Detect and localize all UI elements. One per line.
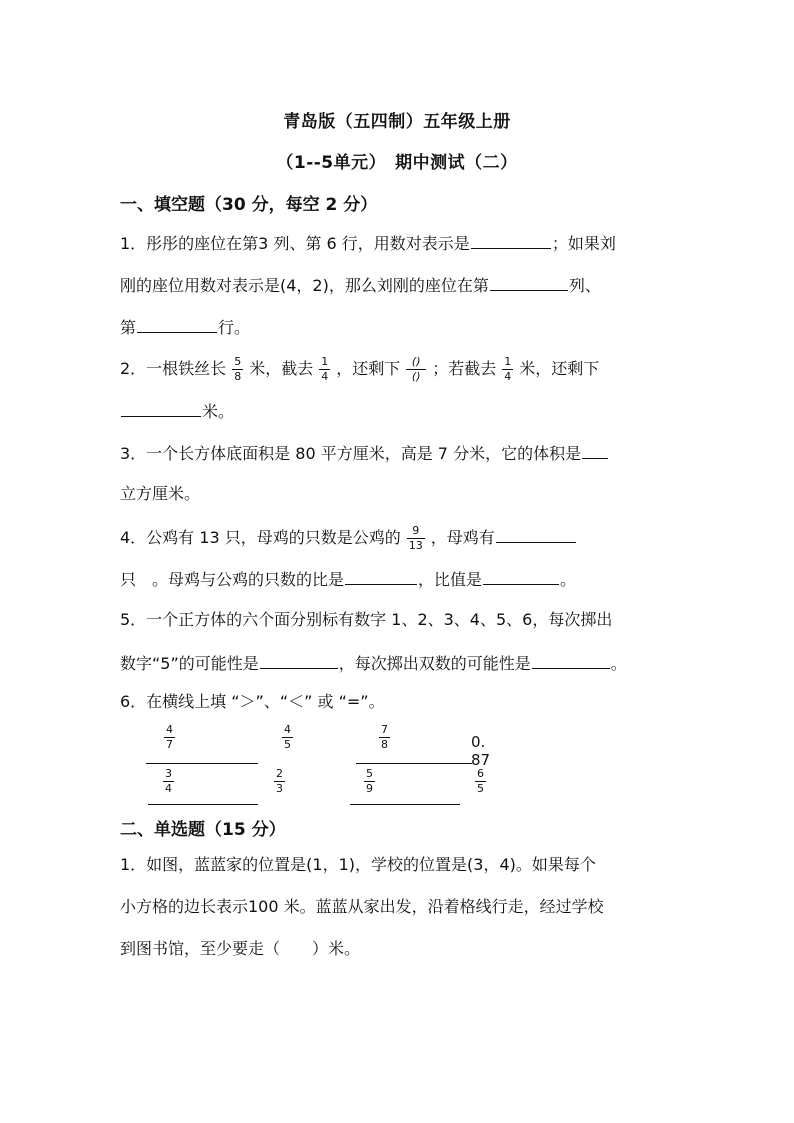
- denominator: 8: [381, 738, 388, 751]
- numerator: 4: [284, 723, 291, 736]
- q2-text: ，还剩下: [336, 359, 401, 378]
- q5-line1: [120, 608, 612, 632]
- q3-line2: [120, 482, 200, 506]
- q1-line2: [120, 272, 601, 298]
- q3-line1: [120, 440, 609, 466]
- q6-text: 6．在横线上填 “＞”、“＜” 或 “=”。: [120, 692, 385, 711]
- answer-blank[interactable]: [137, 314, 217, 333]
- numerator: (): [411, 355, 421, 368]
- page-title: 青岛版（五四制）五年级上册: [283, 112, 511, 132]
- fraction: [319, 356, 330, 383]
- numerator: 1: [504, 355, 512, 368]
- s2-q1-line2: 小方格的边长表示100 米。蓝蓝从家出发，沿着格线行走，经过学校: [120, 897, 604, 916]
- denominator: 4: [165, 782, 172, 795]
- answer-blank[interactable]: [582, 440, 608, 459]
- answer-blank[interactable]: [345, 566, 417, 585]
- numerator: 3: [165, 767, 172, 780]
- denominator: 5: [284, 738, 291, 751]
- q5-text: 5．一个正方体的六个面分别标有数字 1、2、3、4、5、6，每次掷出: [120, 610, 613, 629]
- s2-q1-line1: 1．如图，蓝蓝家的位置是(1，1)，学校的位置是(3，4)。如果每个: [120, 855, 596, 874]
- fraction: [274, 768, 285, 795]
- q4-text: ，比值是: [418, 570, 483, 589]
- numerator: 6: [477, 767, 484, 780]
- denominator: 4: [321, 370, 329, 383]
- denominator: 13: [408, 539, 423, 552]
- q4-text: 只 。母鸡与公鸡的只数的比是: [120, 570, 345, 589]
- answer-blank[interactable]: [471, 230, 551, 249]
- answer-blank[interactable]: [483, 566, 559, 585]
- fraction: [502, 356, 513, 383]
- comparison-blank[interactable]: [148, 804, 258, 805]
- q4-line1: [120, 524, 577, 552]
- q2-text: 米，截去: [249, 359, 314, 378]
- denominator: 9: [366, 782, 373, 795]
- denominator: 8: [234, 370, 242, 383]
- denominator: 4: [504, 370, 512, 383]
- answer-blank[interactable]: [121, 398, 201, 417]
- q4-line2: [120, 566, 576, 592]
- q6-line1: [120, 690, 385, 714]
- q2-text: 2．一根铁丝长: [120, 359, 227, 378]
- fraction: [282, 724, 293, 751]
- comparison-blank[interactable]: [356, 763, 472, 764]
- denominator: 5: [477, 782, 484, 795]
- q1-text: ；如果刘: [551, 234, 616, 253]
- fraction-blank[interactable]: [406, 356, 426, 383]
- q5-line2: [120, 650, 627, 676]
- answer-blank[interactable]: [490, 272, 568, 291]
- numerator: 2: [276, 767, 283, 780]
- page-subtitle: （1--5单元） 期中测试（二）: [276, 153, 518, 173]
- numerator: 5: [366, 767, 373, 780]
- numerator: 4: [166, 723, 173, 736]
- q1-text: 1．彤彤的座位在第3 列、第 6 行，用数对表示是: [120, 234, 470, 253]
- q5-text: 数字“5”的可能性是: [120, 654, 259, 673]
- answer-blank[interactable]: [496, 524, 576, 543]
- answer-blank[interactable]: [532, 650, 610, 669]
- numerator: 1: [321, 355, 329, 368]
- q2-text: 米，还剩下: [519, 359, 600, 378]
- q5-text: 。: [610, 654, 627, 673]
- fraction: [407, 525, 425, 552]
- q3-text: 立方厘米。: [120, 484, 201, 503]
- q3-text: 3．一个长方体底面积是 80 平方厘米，高是 7 分米，它的体积是: [120, 444, 582, 463]
- denominator: 7: [166, 738, 173, 751]
- q4-text: 4．公鸡有 13 只，母鸡的只数是公鸡的: [120, 528, 401, 547]
- q4-text: 。: [560, 570, 577, 589]
- fraction: [164, 724, 175, 751]
- q2-text: 米。: [202, 402, 235, 421]
- denominator: (): [411, 370, 421, 383]
- section-heading-single-choice: 二、单选题（15 分）: [120, 820, 286, 840]
- fraction: [475, 768, 486, 795]
- q1-line1: [120, 230, 616, 256]
- comparison-blank[interactable]: [146, 763, 258, 764]
- numerator: 9: [412, 524, 420, 537]
- q1-text: 行。: [218, 318, 251, 337]
- q1-text: 第: [120, 318, 137, 337]
- q1-text: 刚的座位用数对表示是(4，2)，那么刘刚的座位在第: [120, 276, 489, 295]
- q5-text: ，每次掷出双数的可能性是: [338, 654, 531, 673]
- q1-text: 列、: [568, 276, 601, 295]
- answer-blank[interactable]: [260, 650, 338, 669]
- numerator: 5: [234, 355, 242, 368]
- comparison-blank[interactable]: [350, 804, 460, 805]
- q4-text: ，母鸡有: [430, 528, 495, 547]
- q1-line3: [120, 314, 250, 340]
- q2-text: ；若截去: [432, 359, 497, 378]
- q2-line2: [120, 398, 234, 424]
- fraction: [364, 768, 375, 795]
- numerator: 7: [381, 723, 388, 736]
- fraction: [232, 356, 243, 383]
- section-heading-fill-in: 一、填空题（30 分，每空 2 分）: [120, 195, 378, 215]
- decimal-value: 0. 87: [471, 733, 491, 769]
- denominator: 3: [276, 782, 283, 795]
- fraction: [379, 724, 390, 751]
- q2-line1: [120, 356, 599, 383]
- fraction: [163, 768, 174, 795]
- s2-q1-line3: 到图书馆，至少要走（ ）米。: [120, 939, 361, 958]
